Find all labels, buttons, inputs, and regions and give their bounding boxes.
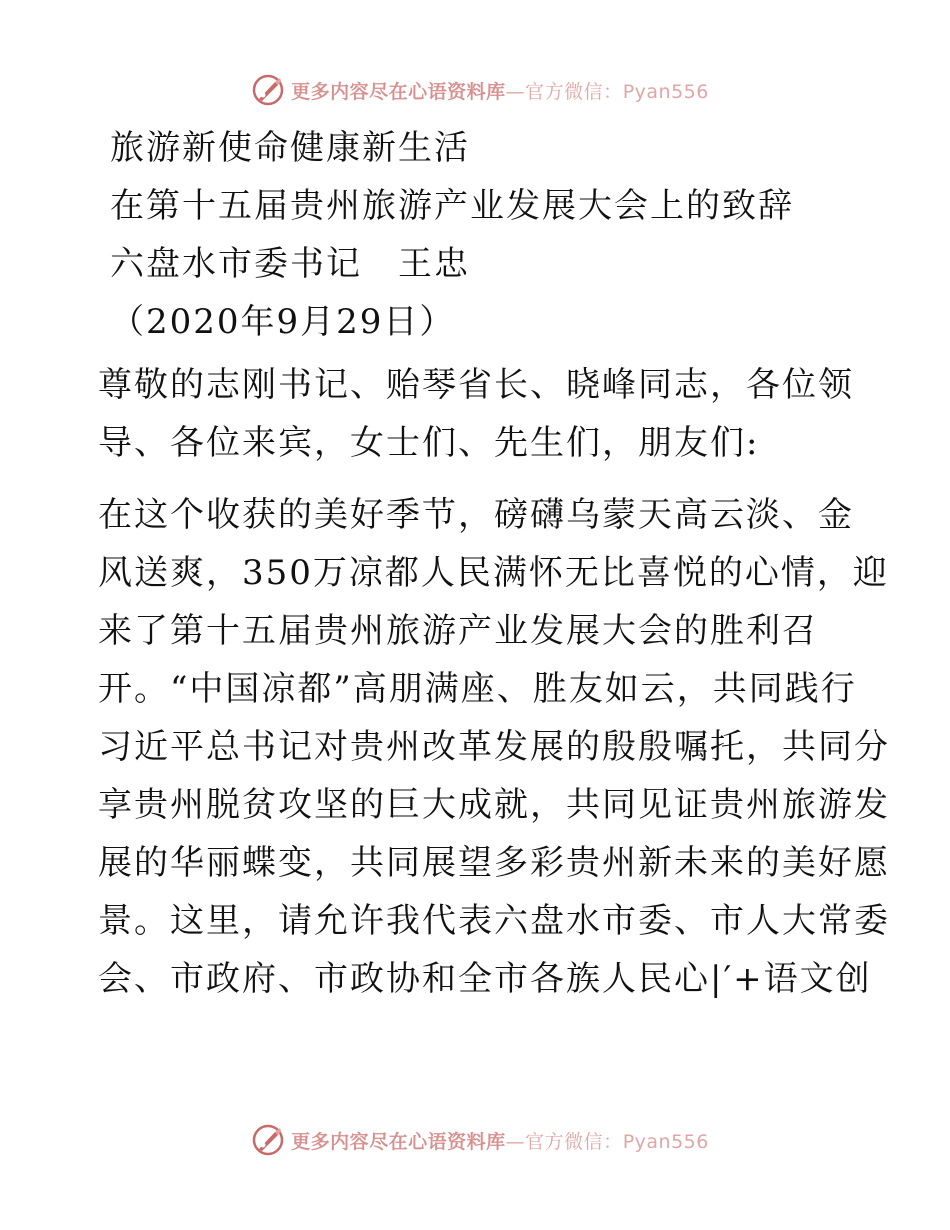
body-line: 开。“中国凉都”高朋满座、胜友如云，共同践行: [98, 669, 857, 709]
greeting-line: 导、各位来宾，女士们、先生们，朋友们:: [98, 423, 760, 463]
body-line: 景。这里，请允许我代表六盘水市委、市人大常委: [98, 901, 890, 941]
body-line: 展的华丽蝶变，共同展望多彩贵州新未来的美好愿: [98, 843, 890, 883]
body-paragraph: [98, 486, 890, 1008]
document-subtitle: 在第十五届贵州旅游产业发展大会上的致辞: [110, 186, 794, 226]
watermark-library-name: 更多内容尽在心语资料库: [291, 1130, 506, 1153]
body-line: 会、市政府、市政协和全市各族人民心|′+语文创: [98, 959, 872, 999]
watermark-text: [291, 1127, 709, 1154]
body-line: 在这个收获的美好季节，磅礴乌蒙天高云淡、金: [98, 495, 854, 535]
document-date: （2020年9月29日）: [110, 302, 456, 342]
watermark-account: Pyan556: [622, 80, 709, 103]
footer-watermark: [0, 1120, 950, 1160]
document-author: 六盘水市委书记 王忠: [110, 244, 470, 284]
watermark-dash: —: [505, 80, 526, 103]
watermark-dash: —: [505, 1130, 526, 1153]
body-line: 习近平总书记对贵州改革发展的殷殷嘱托，共同分: [98, 727, 890, 767]
watermark-account-label: 官方微信：: [525, 1130, 623, 1153]
quill-logo-icon: [251, 1123, 285, 1157]
watermark-text: [291, 77, 709, 104]
header-watermark: [0, 70, 950, 110]
document-body: [98, 124, 890, 1008]
watermark-group: [251, 73, 709, 107]
watermark-group: [251, 1123, 709, 1157]
watermark-account: Pyan556: [622, 1130, 709, 1153]
watermark-account-label: 官方微信：: [525, 80, 623, 103]
body-line: 来了第十五届贵州旅游产业发展大会的胜利召: [98, 611, 818, 651]
body-line: 享贵州脱贫攻坚的巨大成就，共同见证贵州旅游发: [98, 785, 890, 825]
quill-logo-icon: [251, 73, 285, 107]
greeting-paragraph: [98, 356, 858, 472]
document-title: 旅游新使命健康新生活: [110, 128, 470, 168]
body-line: 风送爽，350万凉都人民满怀无比喜悦的心情，迎: [98, 553, 889, 593]
greeting-line: 尊敬的志刚书记、贻琴省长、晓峰同志，各位领: [98, 365, 854, 405]
watermark-library-name: 更多内容尽在心语资料库: [291, 80, 506, 103]
